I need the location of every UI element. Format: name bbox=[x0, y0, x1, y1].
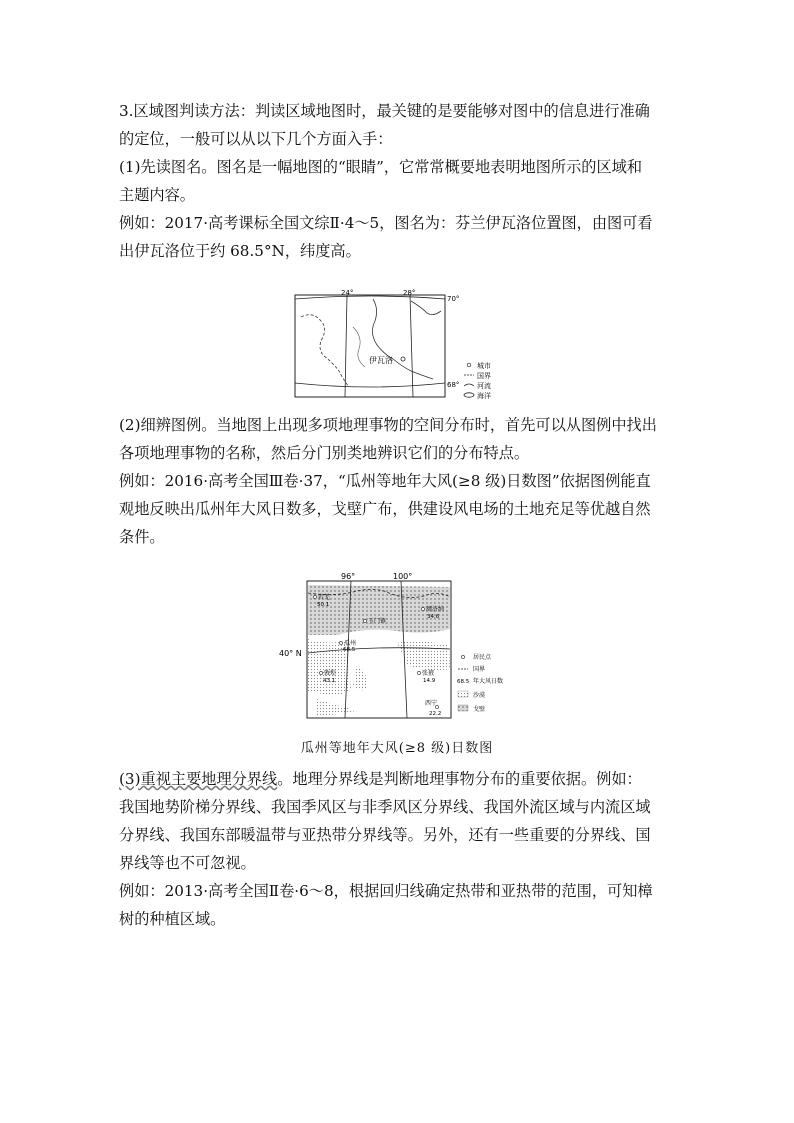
ivalo-location-map bbox=[293, 287, 503, 399]
legend-settlement: 居民点 bbox=[473, 654, 492, 661]
legend-desert-icon bbox=[458, 691, 468, 697]
section-region-map-reading bbox=[119, 97, 679, 265]
point3-line3: 分界线、我国东部暖温带与亚热带分界线等。另外，还有一些重要的分界线、国 bbox=[119, 826, 651, 844]
svg-text:43.1: 43.1 bbox=[323, 678, 336, 684]
point1-line2: 主题内容。 bbox=[119, 186, 195, 204]
point3-line2: 我国地势阶梯分界线、我国季风区与非季风区分界线、我国外流区域与内流区域 bbox=[119, 798, 651, 816]
lon-label-100: 100° bbox=[393, 572, 413, 581]
lat-label-70: 70° bbox=[447, 295, 460, 303]
svg-text:若羌: 若羌 bbox=[318, 594, 331, 601]
svg-text:瓜州: 瓜州 bbox=[344, 640, 357, 647]
legend-border: 国界 bbox=[477, 372, 491, 380]
legend-wind-days: 年大风日数 bbox=[473, 678, 504, 685]
ivalo-city-label: 伊瓦洛 bbox=[369, 356, 393, 365]
guazhou-wind-map bbox=[277, 569, 517, 721]
example2-line2: 观地反映出瓜州年大风日数多，戈壁广布，供建设风电场的土地充足等优越自然 bbox=[119, 500, 651, 518]
guazhou-map-svg bbox=[277, 569, 517, 721]
legend-desert: 沙漠 bbox=[473, 692, 486, 699]
svg-text:50.1: 50.1 bbox=[317, 602, 330, 608]
example3-line2: 树的种植区域。 bbox=[119, 910, 226, 928]
svg-text:14.9: 14.9 bbox=[423, 678, 436, 684]
lat-label-40n: 40° N bbox=[279, 649, 302, 658]
legend-city: 城市 bbox=[477, 362, 491, 370]
section-legend-reading bbox=[119, 411, 679, 551]
svg-text:额济纳: 额济纳 bbox=[426, 606, 445, 613]
legend-ocean-icon bbox=[464, 393, 474, 397]
legend-river: 河流 bbox=[477, 382, 491, 390]
lon-label-28: 28° bbox=[403, 289, 416, 297]
legend-border: 国界 bbox=[473, 666, 486, 673]
svg-text:玉门镇: 玉门镇 bbox=[368, 618, 387, 625]
ivalo-map-svg bbox=[293, 287, 503, 399]
svg-text:西宁: 西宁 bbox=[425, 700, 438, 707]
legend-gobi: 戈壁 bbox=[473, 706, 486, 713]
point3-line1 bbox=[119, 765, 679, 793]
example2-line1: 例如：2016·高考全国Ⅲ卷·37，“瓜州等地年大风(≥8 级)日数图”依据图例能直 bbox=[119, 472, 651, 490]
lon-label-96: 96° bbox=[341, 572, 356, 581]
point2-line1: (2)细辨图例。当地图上出现多项地理事物的空间分布时，首先可以从图例中找出 bbox=[119, 416, 657, 434]
ivalo-city-marker bbox=[401, 357, 405, 361]
svg-text:34.6: 34.6 bbox=[427, 614, 440, 620]
point3-line1-rest: 。地理分界线是判断地理事物分布的重要依据。例如： bbox=[277, 770, 642, 788]
legend-ocean: 海洋 bbox=[477, 392, 491, 399]
lat-label-68: 68° bbox=[447, 381, 460, 389]
method-heading-line1: 3.区域图判读方法：判读区域地图时，最关键的是要能够对图中的信息进行准确 bbox=[119, 102, 650, 120]
legend-city-icon bbox=[467, 363, 471, 367]
svg-text:68.5: 68.5 bbox=[343, 647, 356, 653]
svg-text:张掖: 张掖 bbox=[422, 670, 435, 677]
legend-settlement-icon bbox=[461, 655, 464, 658]
guazhou-map-caption: 瓜州等地年大风(≥8 级)日数图 bbox=[300, 741, 494, 756]
svg-text:敦煌: 敦煌 bbox=[324, 670, 337, 677]
legend-gobi-icon bbox=[458, 705, 468, 711]
legend-wind-value: 68.5 bbox=[457, 679, 470, 685]
example1-line1: 例如：2017·高考课标全国文综Ⅱ·4～5，图名为：芬兰伊瓦洛位置图，由图可看 bbox=[119, 214, 653, 232]
example3-line1: 例如：2013·高考全国Ⅱ卷·6～8，根据回归线确定热带和亚热带的范围，可知樟 bbox=[119, 882, 653, 900]
point3-lead: (3)重视主要地理分界线 bbox=[119, 770, 278, 788]
point2-line2: 各项地理事物的名称，然后分门别类地辨识它们的分布特点。 bbox=[119, 444, 530, 462]
method-heading-line2: 的定位，一般可以从以下几个方面入手： bbox=[119, 130, 393, 148]
point3-line4: 界线等也不可忽视。 bbox=[119, 854, 256, 872]
example1-line2: 出伊瓦洛位于约 68.5°N，纬度高。 bbox=[119, 242, 361, 260]
svg-text:22.2: 22.2 bbox=[429, 711, 442, 717]
section-boundary-lines bbox=[119, 765, 679, 933]
example2-line3: 条件。 bbox=[119, 528, 165, 546]
lon-label-24: 24° bbox=[341, 289, 354, 297]
legend-river-icon bbox=[464, 384, 474, 386]
point1-line1: (1)先读图名。图名是一幅地图的“眼睛”，它常常概要地表明地图所示的区域和 bbox=[119, 158, 643, 176]
